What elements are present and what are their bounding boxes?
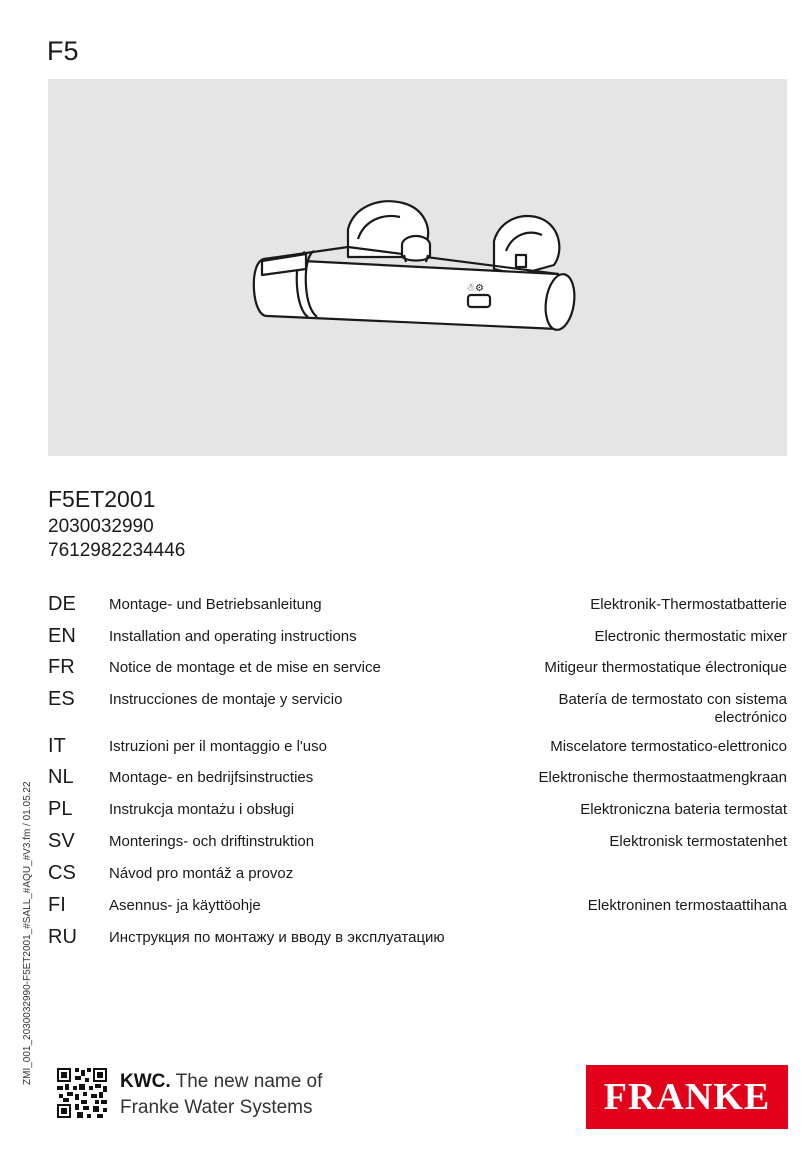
model-number: F5ET2001 <box>48 486 156 512</box>
product-name: Elektronisk termostatenhet <box>609 833 787 850</box>
language-code: FI <box>48 894 66 916</box>
manual-title: Instrukcja montażu i obsługi <box>109 801 295 818</box>
kwc-tagline-line2: Franke Water Systems <box>120 1097 313 1118</box>
manual-title: Notice de montage et de mise en service <box>109 659 381 676</box>
product-name: Mitigeur thermostatique électronique <box>544 659 787 676</box>
language-code: ES <box>48 688 75 710</box>
ean-code: 7612982234446 <box>48 540 186 561</box>
manual-title: Инструкция по монтажу и вводу в эксплуатацию <box>109 929 445 946</box>
manual-title: Návod pro montáž a provoz <box>109 865 294 882</box>
language-code: CS <box>48 862 76 884</box>
product-name: Elektronische thermostaatmengkraan <box>538 769 787 786</box>
manual-title: Istruzioni per il montaggio e l'uso <box>109 738 327 755</box>
language-code: NL <box>48 766 74 788</box>
language-code: SV <box>48 830 75 852</box>
kwc-tagline-line1 <box>120 1071 322 1093</box>
display-panel <box>468 295 490 307</box>
document-reference: ZMI_001_2030032990-F5ET2001_#SALL_#AQU_#V3.fm / 01.05.22 <box>22 781 33 1085</box>
qr-code-icon <box>57 1068 107 1118</box>
manual-title: Asennus- ja käyttöohje <box>109 897 261 914</box>
language-code: RU <box>48 926 77 948</box>
product-name: Batería de termostato con sistema electrónico <box>558 691 787 726</box>
manual-title: Montage- und Betriebsanleitung <box>109 596 322 613</box>
manual-title: Monterings- och driftinstruktion <box>109 833 315 850</box>
document-title: F5 <box>47 36 79 66</box>
kwc-logo: KWC. <box>120 1071 171 1092</box>
indicator-icons: ☃⚙ <box>466 283 484 294</box>
product-name: Electronic thermostatic mixer <box>594 628 787 645</box>
product-name: Elektroninen termostaattihana <box>587 897 787 914</box>
franke-logo: FRANKE <box>586 1065 788 1129</box>
thermostat-mixer-drawing <box>48 79 787 456</box>
manual-title: Instrucciones de montaje y servicio <box>109 691 343 708</box>
language-code: FR <box>48 656 75 678</box>
manual-title: Montage- en bedrijfsinstructies <box>109 769 314 786</box>
product-name: Elektroniczna bateria termostat <box>580 801 787 818</box>
product-illustration <box>48 79 787 456</box>
language-code: DE <box>48 593 76 615</box>
manual-title: Installation and operating instructions <box>109 628 357 645</box>
language-code: IT <box>48 735 66 757</box>
product-name: Miscelatore termostatico-elettronico <box>550 738 787 755</box>
kwc-tagline-text: The new name of <box>175 1071 323 1092</box>
language-code: PL <box>48 798 73 820</box>
article-number: 2030032990 <box>48 516 154 537</box>
language-code: EN <box>48 625 76 647</box>
product-name: Elektronik-Thermostatbatterie <box>590 596 787 613</box>
